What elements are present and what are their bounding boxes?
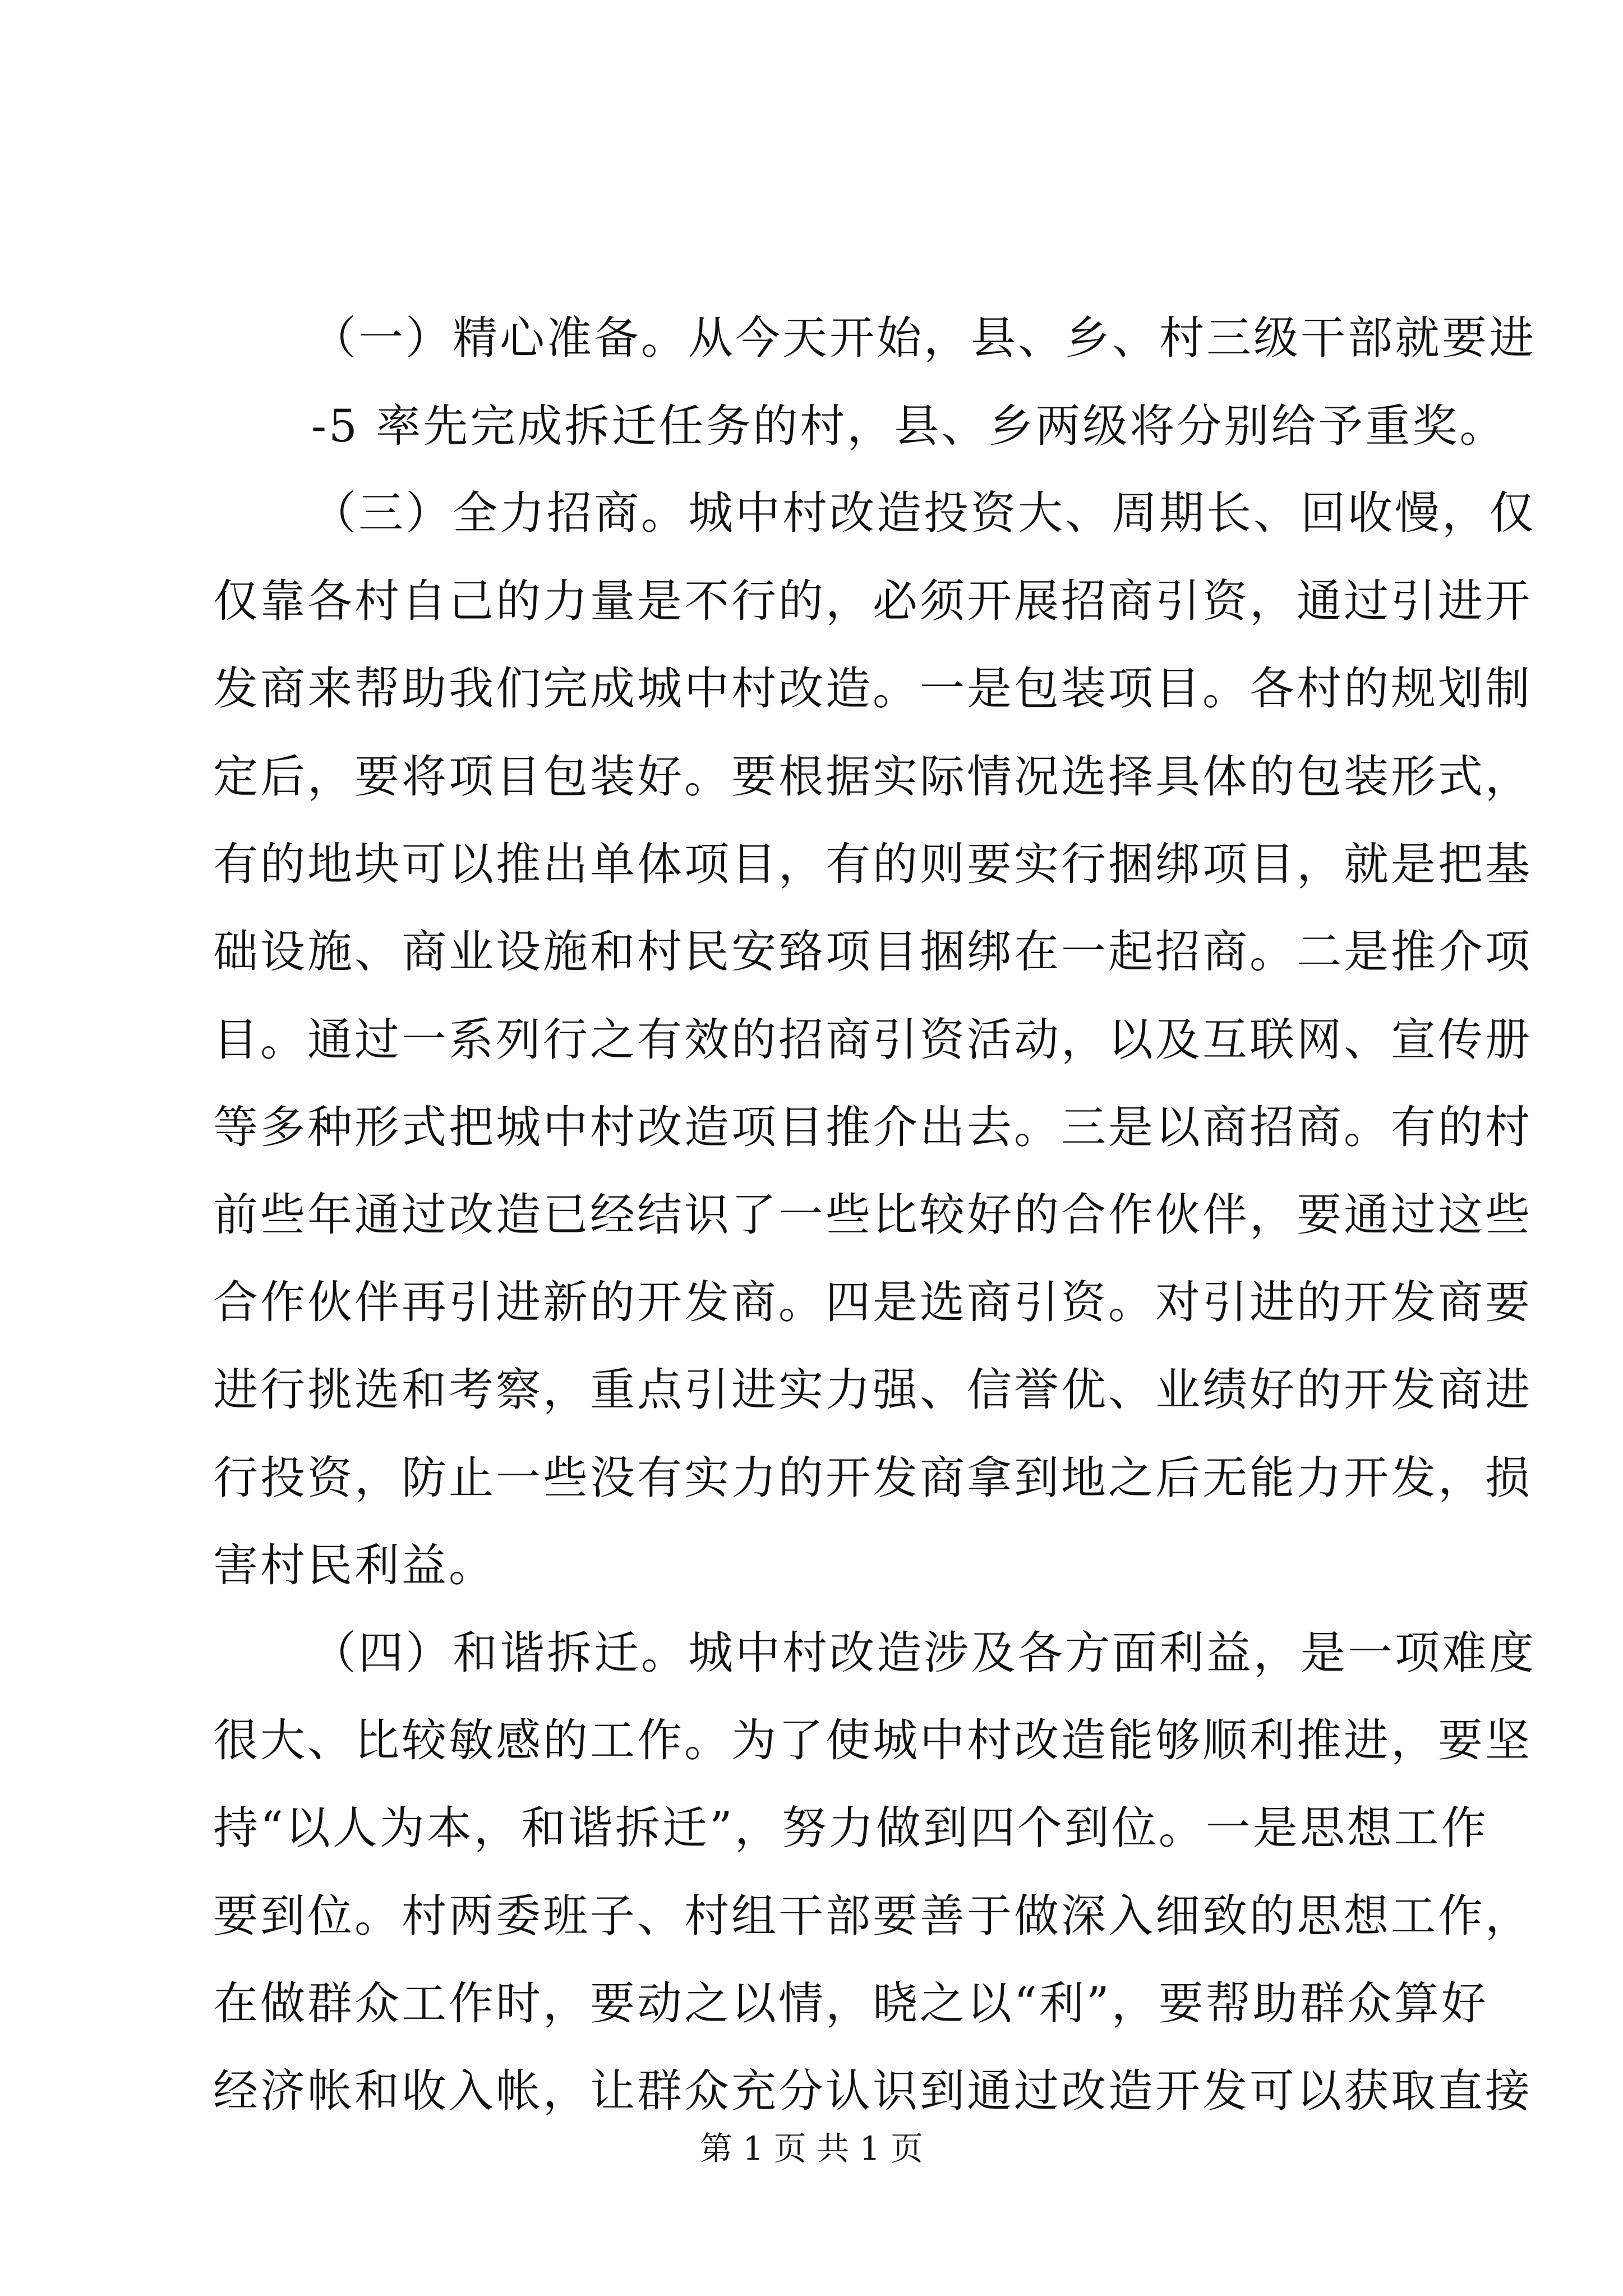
text-line: 仅靠各村自己的力量是不行的，必须开展招商引资，通过引进开 bbox=[213, 575, 1532, 627]
text-line: 持“以人为本，和谐拆迁”，努力做到四个到位。一是思想工作 bbox=[213, 1802, 1488, 1854]
text-line: 前些年通过改造已经结识了一些比较好的合作伙伴，要通过这些 bbox=[213, 1189, 1532, 1241]
text-line: 础设施、商业设施和村民安臵项目捆绑在一起招商。二是推介项 bbox=[213, 926, 1532, 978]
text-line: 行投资，防止一些没有实力的开发商拿到地之后无能力开发，损 bbox=[213, 1452, 1532, 1504]
text-line: 等多种形式把城中村改造项目推介出去。三是以商招商。有的村 bbox=[213, 1101, 1532, 1153]
text-line: （三）全力招商。城中村改造投资大、周期长、回收慢，仅 bbox=[311, 487, 1536, 539]
text-line: 发商来帮助我们完成城中村改造。一是包装项目。各村的规划制 bbox=[213, 662, 1532, 715]
text-line: （一）精心准备。从今天开始，县、乡、村三级干部就要进 bbox=[311, 312, 1536, 364]
text-line: 经济帐和收入帐，让群众充分认识到通过改造开发可以获取直接 bbox=[213, 2065, 1532, 2117]
text-line: 害村民利益。 bbox=[213, 1539, 496, 1591]
text-line: -5 率先完成拆迁任务的村，县、乡两级将分别给予重奖。 bbox=[311, 400, 1507, 452]
text-line: 进行挑选和考察，重点引进实力强、信誉优、业绩好的开发商进 bbox=[213, 1364, 1532, 1416]
text-line: 在做群众工作时，要动之以情，晓之以“利”，要帮助群众算好 bbox=[213, 1977, 1488, 2030]
text-line: 定后，要将项目包装好。要根据实际情况选择具体的包装形式， bbox=[213, 751, 1532, 803]
page-footer: 第 1 页 共 1 页 bbox=[700, 2129, 923, 2168]
text-line: 合作伙伴再引进新的开发商。四是选商引资。对引进的开发商要 bbox=[213, 1276, 1532, 1328]
text-line: 很大、比较敏感的工作。为了使城中村改造能够顺利推进，要坚 bbox=[213, 1714, 1532, 1766]
text-line: 有的地块可以推出单体项目，有的则要实行捆绑项目，就是把基 bbox=[213, 838, 1532, 890]
text-line: 目。通过一系列行之有效的招商引资活动，以及互联网、宣传册 bbox=[213, 1014, 1532, 1066]
text-line: （四）和谐拆迁。城中村改造涉及各方面利益，是一项难度 bbox=[311, 1627, 1536, 1679]
text-line: 要到位。村两委班子、村组干部要善于做深入细致的思想工作， bbox=[213, 1890, 1532, 1942]
